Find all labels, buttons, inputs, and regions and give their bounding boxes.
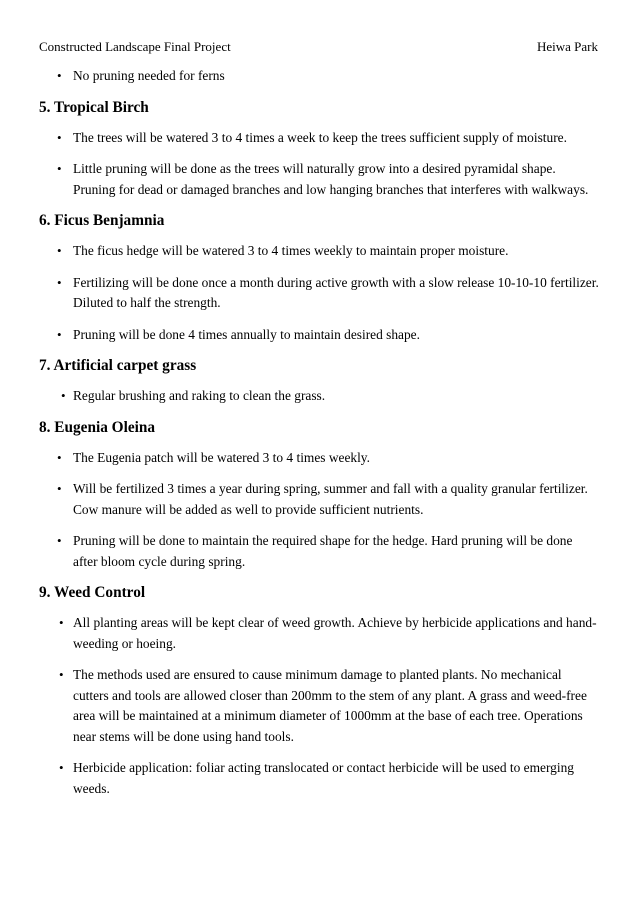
bullet-icon: • [57,243,62,258]
bullet-icon: • [59,615,64,630]
list-item: • The Eugenia patch will be watered 3 to 4 times weekly. [39,448,599,469]
bullet-icon: • [57,533,62,548]
section-heading: 9. Weed Control [39,584,146,601]
section-heading: 6. Ficus Benjamnia [39,212,165,229]
bullet-icon: • [59,760,64,775]
section-heading: 8. Eugenia Oleina [39,418,156,436]
bullet-icon: • [57,129,62,145]
list-item: • Regular brushing and raking to clean the grass. [39,386,599,407]
bullet-icon: • [57,326,62,342]
section-heading: 5. Tropical Birch [39,98,149,116]
list-item: • The ficus hedge will be watered 3 to 4 times weekly to maintain proper moisture. [39,241,599,262]
bullet-icon: • [59,667,64,682]
document-body [39,66,599,799]
header-site-name: Heiwa Park [536,39,598,54]
bullet-icon: • [61,388,66,403]
list-item: • Herbicide application: foliar acting translocated or contact herbicide will be used to emerging weeds. [59,760,574,796]
section-list [39,613,599,799]
section-list [39,448,599,573]
list-item: • Pruning will be done 4 times annually to maintain desired shape. [39,325,599,346]
list-item: • The trees will be watered 3 to 4 times a week to keep the trees sufficient supply of moisture. [39,128,599,149]
list-item: • All planting areas will be kept clear of weed growth. Achieve by herbicide applications and hand-weeding or hoeing. [59,615,597,651]
list-item: • Fertilizing will be done once a month during active growth with a slow release 10-10-10 fertilizer. Diluted to half the strength. [57,274,599,310]
bullet-icon: • [57,68,62,83]
list-item: • Little pruning will be done as the trees will naturally grow into a desired pyramidal shape. Pruning for dead or damaged branches and low hanging branches that interferes with walkways. [57,161,589,197]
list-item: • Will be fertilized 3 times a year during spring, summer and fall with a quality granular fertilizer. Cow manure will be added as well to provide sufficient nutrients. [57,481,588,517]
bullet-icon: • [57,274,62,290]
section-list [39,386,599,407]
bullet-icon: • [57,481,62,496]
page-header [39,38,598,56]
section-list [39,241,599,345]
list-item: • No pruning needed for ferns [39,66,599,87]
header-project-title: Constructed Landscape Final Project [39,39,231,54]
bullet-icon: • [57,449,62,465]
section-heading: 7. Artificial carpet grass [39,357,197,374]
intro-list [39,66,599,87]
list-item: • The methods used are ensured to cause minimum damage to planted plants. No mechanical cutters and tools are allowed closer than 200mm to the stem of any plant. A grass and weed-free area will be maintained at a minimum diameter of 1000mm at the base of each tree. Operations near stems will be done using hand tools. [59,667,587,744]
list-item: • Pruning will be done to maintain the required shape for the hedge. Hard pruning will be done after bloom cycle during spring. [57,533,573,569]
bullet-icon: • [57,161,62,176]
section-list [39,128,599,201]
